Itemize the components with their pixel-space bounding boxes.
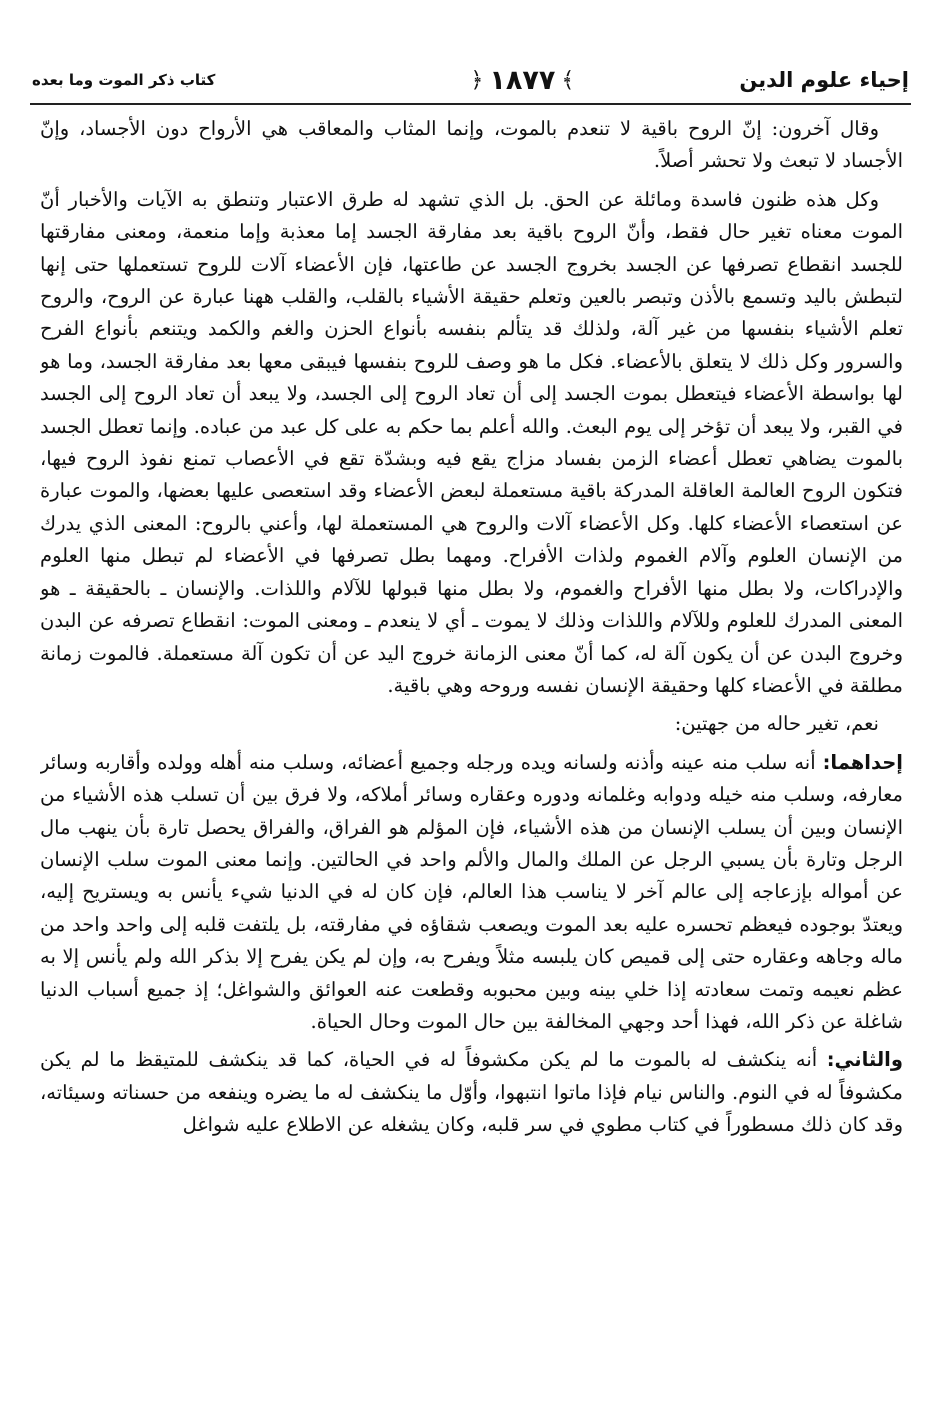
body-text	[40, 113, 903, 1403]
paragraph-4-lead: إحداهما:	[822, 750, 903, 774]
paragraph-4-text: أنه سلب منه عينه وأذنه ولسانه ويده ورجله وجميع أعضائه، وسلب منه أهله وولده وأقاربه وسائر معارفه، وسلب منه خيله ودوابه وغلمانه ودوره وعقاره وسائر أملاكه، ولا فرق بين أن تسلب هذه الأشياء من الإنسان وبين أن يسلب الإنسان من هذه الأشياء، فإن المؤلم هو الفراق، والفراق يحصل تارة بأن ينهب مال الرجل وتارة بأن يسبي الرجل عن الملك والمال والألم واحد في الحالتين. وإنما معنى الموت سلب الإنسان عن أمواله بإزعاجه إلى عالم آخر لا يناسب هذا العالم، فإن كان له في الدنيا شيء يأنس به ويستريح إليه، ويعتدّ بوجوده فيعظم تحسره عليه بعد الموت ويصعب شقاؤه في مفارقته، بل يلتفت قلبه إلى واحد واحد من ماله وجاهه وعقاره حتى إلى قميص كان يلبسه مثلاً ويفرح به، وإن لم يكن يفرح إلا بذكر الله ولم يأنس إلا به عظم نعيمه وتمت سعادته إذا خلي بينه وبين محبوبه وقطعت عنه العوائق والشواغل؛ إذ جميع أسباب الدنيا شاغلة عن ذكر الله، فهذا أحد وجهي المخالفة بين حال الموت وحال الحياة.	[40, 750, 903, 1033]
section-title: كتاب ذكر الموت وما بعده	[32, 71, 216, 89]
book-title: إحياء علوم الدين	[739, 68, 909, 92]
page-number-block	[471, 65, 575, 96]
page-number: ١٨٧٧	[489, 64, 556, 96]
paragraph-5-text: أنه ينكشف له بالموت ما لم يكن مكشوفاً له في الحياة، كما قد ينكشف للمتيقظ ما لم يكن مكشوفاً له في النوم. والناس نيام فإذا ماتوا انتبهوا، وأوّل ما ينكشف له ما يضره وينفعه من حسناته وسيئاته، وقد كان ذلك مسطوراً في كتاب مطوي في سر قلبه، وكان يشغله عن الاطلاع عليه شواغل	[40, 1048, 903, 1137]
paragraph-3: نعم، تغير حاله من جهتين:	[674, 712, 879, 736]
paragraph-2: وكل هذه ظنون فاسدة ومائلة عن الحق. بل الذي تشهد له طرق الاعتبار وتنطق به الآيات والأخبار أنّ الموت معناه تغير حال فقط، وأنّ الروح باقية بعد مفارقة الجسد إما معذبة وإما منعمة، ومعنى مفارقتها للجسد انقطاع تصرفها عن الجسد بخروج الجسد عن طاعتها، فإن الأعضاء آلات للروح تستعملها حتى إنها لتبطش باليد وتسمع بالأذن وتبصر بالعين وتعلم حقيقة الأشياء بالقلب، والقلب ههنا عبارة عن الروح، والروح تعلم الأشياء بنفسها من غير آلة، ولذلك قد يتألم بنفسه بأنواع الحزن والغم والكمد ويتنعم بأنواع الفرح والسرور وكل ذلك لا يتعلق بالأعضاء. فكل ما هو وصف للروح بنفسها فيبقى معها بعد مفارقة الجسد، وما هو لها بواسطة الأعضاء فيتعطل بموت الجسد إلى أن تعاد الروح إلى الجسد، ولا يبعد أن تعاد الروح إلى الجسد في القبر، ولا يبعد أن تؤخر إلى يوم البعث. والله أعلم بما حكم به على كل عبد من عباده. وإنما تعطل الجسد بالموت يضاهي تعطل أعضاء الزمن بفساد مزاج يقع فيه وبشدّة تقع في الأعصاب تمنع نفوذ الروح فيها، فتكون الروح العالمة العاقلة المدركة باقية مستعملة لبعض الأعضاء وقد استعصى عليها بعضها، والموت عبارة عن استعصاء الأعضاء كلها. وكل الأعضاء آلات والروح هي المستعملة لها، وأعني بالروح: المعنى الذي يدرك من الإنسان العلوم وآلام الغموم ولذات الأفراح. ومهما بطل تصرفها في الأعضاء لم تبطل منها العلوم والإدراكات، ولا بطل منها الأفراح والغموم، ولا بطل منها قبولها للآلام واللذات. والإنسان ـ بالحقيقة ـ هو المعنى المدرك للعلوم وللآلام واللذات وذلك لا يموت ـ أي لا ينعدم ـ ومعنى الموت: انقطاع تصرفه عن البدن وخروج البدن عن أن يكون آلة له، كما أنّ معنى الزمانة خروج اليد عن أن تكون آلة مستعملة. فالموت زمانة مطلقة في الأعضاء كلها وحقيقة الإنسان نفسه وروحه وهي باقية.	[40, 187, 903, 697]
paragraph-5-lead: والثاني:	[826, 1048, 903, 1072]
ornament-left-icon: ﴿	[470, 67, 484, 93]
paragraph-1: وقال آخرون: إنّ الروح باقية لا تنعدم بالموت، وإنما المثاب والمعاقب هي الأرواح دون الأجساد، وإنّ الأجساد لا تبعث ولا تحشر أصلاً.	[40, 117, 903, 173]
paragraph-4	[40, 747, 903, 1039]
header-divider	[30, 103, 911, 105]
running-header	[32, 60, 909, 100]
ornament-right-icon: ﴾	[561, 67, 575, 93]
paragraph-5	[40, 1044, 903, 1141]
